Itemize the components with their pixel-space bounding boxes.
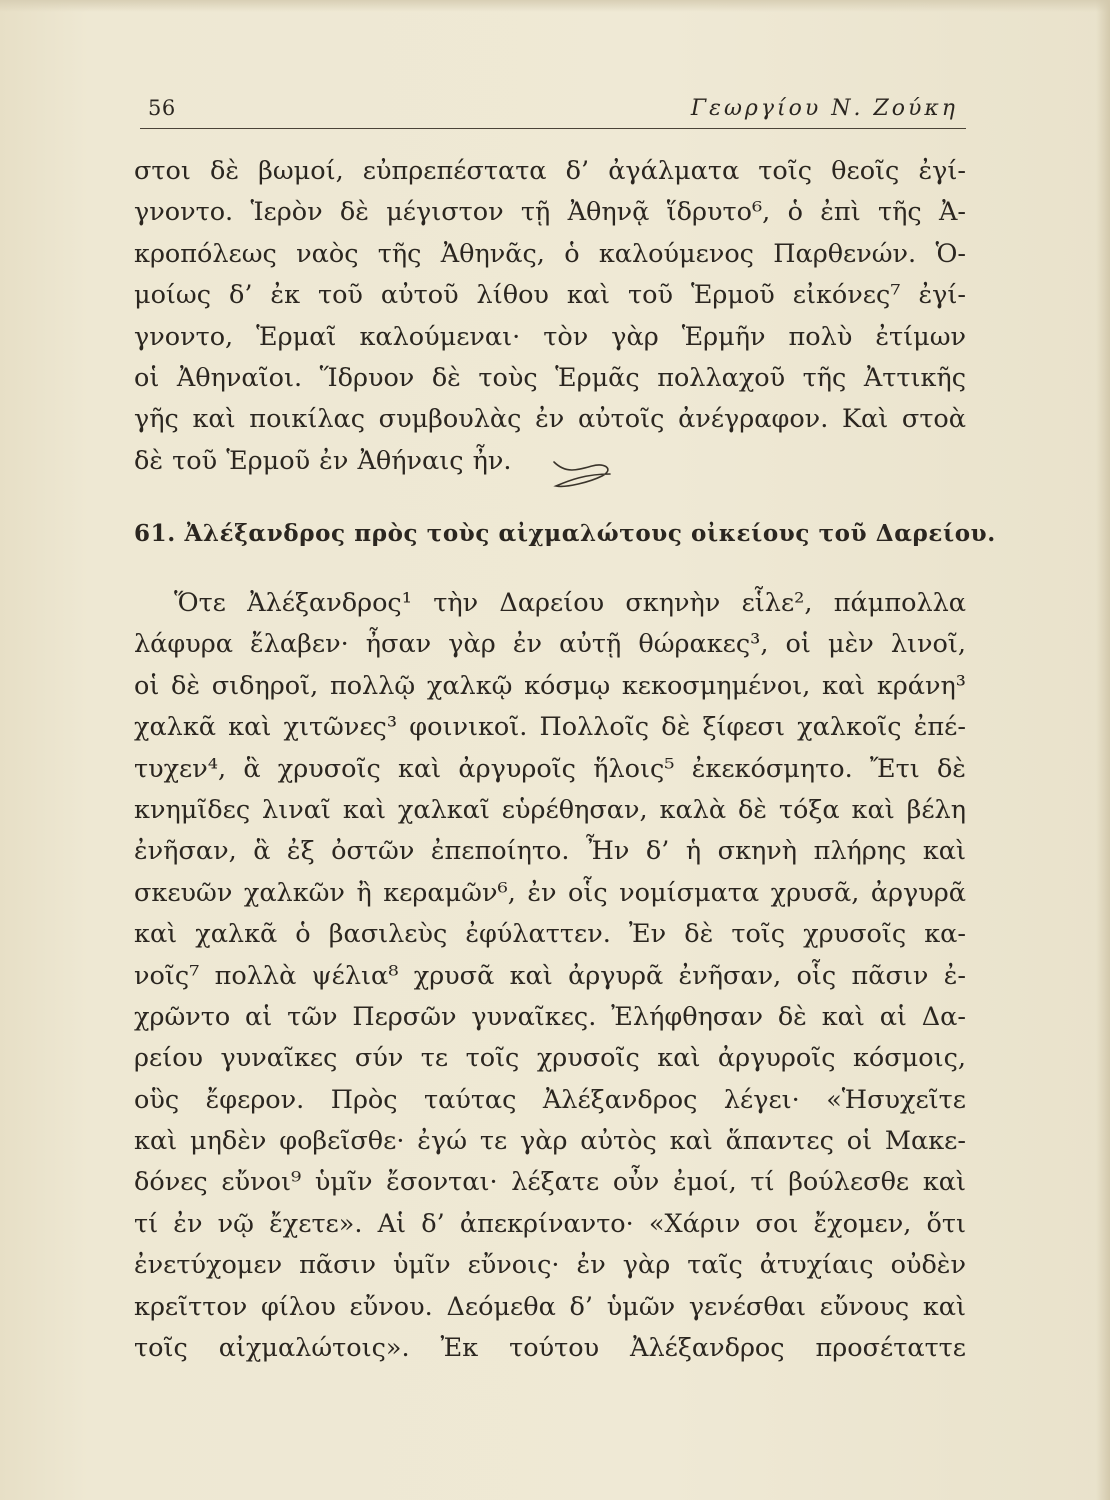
section-number: 61. [134,520,176,547]
text-line: καὶ χαλκᾶ ὁ βασιλεὺς ἐφύλαττεν. Ἐν δὲ τοῖς χρυσοῖς κα- [134,919,966,950]
text-line: στοι δὲ βωμοί, εὐπρεπέστατα δ’ ἀγάλματα τοῖς θεοῖς ἐγί- [134,156,966,186]
page-header [140,96,966,129]
text-line: δὲ τοῦ Ἑρμοῦ ἐν Ἀθήναις ἦν. [134,445,512,476]
text-line: γῆς καὶ ποικίλας συμβουλὰς ἐν αὐτοῖς ἀνέγραφον. Καὶ στοὰ [134,404,966,435]
page-top-shadow [0,0,1110,12]
text-line: οἱ δὲ σιδηροῖ, πολλῷ χαλκῷ κόσμῳ κεκοσμημένοι, καὶ κράνη³ [134,670,966,701]
text-line: ἐνῆσαν, ἃ ἐξ ὀστῶν ἐπεποίητο. Ἦν δ’ ἡ σκηνὴ πλήρης καὶ [134,836,966,867]
text-line: οἱ Ἀθηναῖοι. Ἵδρυον δὲ τοὺς Ἑρμᾶς πολλαχοῦ τῆς Ἀττικῆς [134,362,966,393]
text-line: χρῶντο αἱ τῶν Περσῶν γυναῖκες. Ἐλήφθησαν δὲ καὶ αἱ Δα- [134,1001,966,1032]
text-line: μοίως δ’ ἐκ τοῦ αὐτοῦ λίθου καὶ τοῦ Ἑρμοῦ εἰκόνες⁷ ἐγί- [134,280,966,311]
text-line: ἐνετύχομεν πᾶσιν ὑμῖν εὔνοις· ἐν γὰρ ταῖς ἀτυχίαις οὐδὲν [134,1250,966,1281]
text-line: κρεῖττον φίλου εὔνου. Δεόμεθα δ’ ὑμῶν γενέσθαι εὔνους καὶ [134,1291,966,1322]
text-line: γνοντο, Ἑρμαῖ καλούμεναι· τὸν γὰρ Ἑρμῆν πολὺ ἐτίμων [134,321,966,352]
page-number: 56 [148,96,176,120]
text-line: ρείου γυναῖκες σύν τε τοῖς χρυσοῖς καὶ ἀργυροῖς κόσμοις, [134,1043,966,1074]
text-line: τοῖς αἰχμαλώτοις». Ἐκ τούτου Ἀλέξανδρος προσέταττε [134,1333,966,1364]
text-line: καὶ μηδὲν φοβεῖσθε· ἐγώ τε γὰρ αὐτὸς καὶ ἅπαντες οἱ Μακε- [134,1126,966,1157]
section-heading [134,520,996,547]
section-title: Ἀλέξανδρος πρὸς τοὺς αἰχμαλώτους οἰκείους τοῦ Δαρείου. [184,520,996,547]
text-line: τί ἐν νῷ ἔχετε». Αἱ δ’ ἀπεκρίναντο· «Χάριν σοι ἔχομεν, ὅτι [134,1208,966,1239]
text-line: κροπόλεως ναὸς τῆς Ἀθηνᾶς, ὁ καλούμενος Παρθενών. Ὁ- [134,238,966,269]
paragraph-1 [134,151,966,482]
text-line: κνημῖδες λιναῖ καὶ χαλκαῖ εὑρέθησαν, καλὰ δὲ τόξα καὶ βέλη [134,794,966,825]
running-head: Γεωργίου Ν. Ζούκη [690,96,958,121]
text-line: νοῖς⁷ πολλὰ ψέλια⁸ χρυσᾶ καὶ ἀργυρᾶ ἐνῆσαν, οἷς πᾶσιν ἐ- [134,960,966,991]
page-right-edge [1096,0,1110,1500]
text-line: δόνες εὔνοι⁹ ὑμῖν ἔσονται· λέξατε οὖν ἐμοί, τί βούλεσθε καὶ [134,1167,966,1198]
text-line: σκευῶν χαλκῶν ἢ κεραμῶν⁶, ἐν οἷς νομίσματα χρυσᾶ, ἀργυρᾶ [134,877,966,908]
end-flourish-icon [552,452,616,492]
text-line: τυχεν⁴, ἃ χρυσοῖς καὶ ἀργυροῖς ἥλοις⁵ ἐκεκόσμητο. Ἔτι δὲ [134,753,966,784]
paragraph-2 [134,583,966,1369]
text-line: χαλκᾶ καὶ χιτῶνες³ φοινικοῖ. Πολλοῖς δὲ ξίφεσι χαλκοῖς ἐπέ- [134,712,966,743]
text-line: Ὅτε Ἀλέξανδρος¹ τὴν Δαρείου σκηνὴν εἷλε², πάμπολλα [174,588,966,618]
text-line: οὓς ἔφερον. Πρὸς ταύτας Ἀλέξανδρος λέγει· «Ἡσυχεῖτε [134,1084,966,1115]
text-line: γνοντο. Ἱερὸν δὲ μέγιστον τῇ Ἀθηνᾷ ἵδρυτο⁶, ὁ ἐπὶ τῆς Ἀ- [134,197,966,228]
text-line: λάφυρα ἔλαβεν· ἦσαν γὰρ ἐν αὐτῇ θώρακες³, οἱ μὲν λινοῖ, [134,629,966,660]
